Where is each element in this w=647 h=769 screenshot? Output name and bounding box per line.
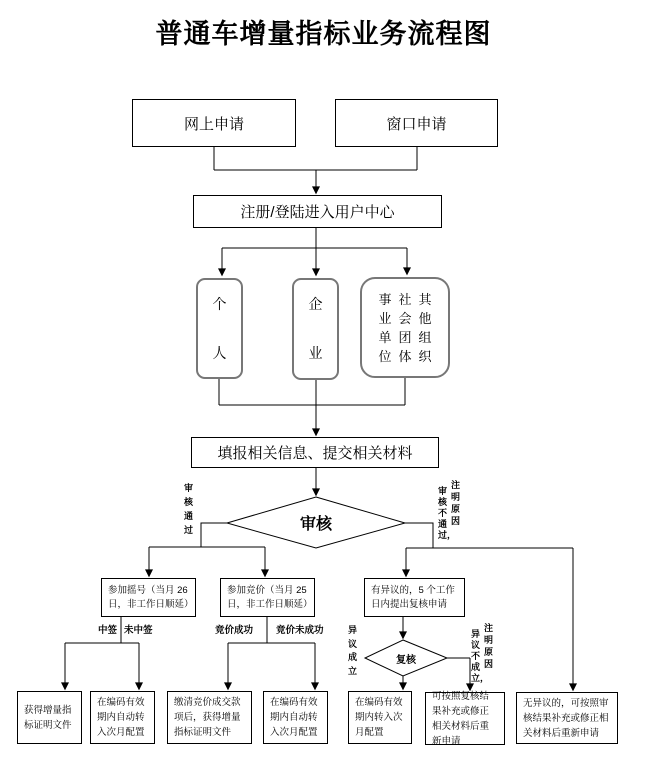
decision-recheck: 复核 (396, 654, 416, 666)
node-cert-bidding: 缴清竞价成交款项后，获得增量指标证明文件 (167, 691, 252, 744)
node-personal-label: 个人 (212, 295, 227, 361)
node-bidding: 参加竞价（当月 25 日，非工作日顺延） (220, 578, 315, 617)
edge-label-bid-success: 竞价成功 (215, 625, 254, 636)
organization-columns (379, 290, 432, 366)
node-online-apply: 网上申请 (132, 99, 296, 147)
org-column-social-group: 社会团体 (398, 291, 412, 364)
node-reapply-recheck: 可按照复核结果补充或修正相关材料后重新申请 (425, 692, 505, 745)
node-register-login: 注册/登陆进入用户中心 (193, 195, 442, 228)
node-personal (196, 278, 243, 379)
edge-label-lottery-lose: 未中签 (124, 625, 153, 636)
node-rollover-recheck: 在编码有效期内转入次月配置 (348, 691, 412, 744)
edge-label-lottery-win: 中签 (98, 625, 118, 636)
edge-label-objection-valid: 异议成立 (348, 625, 358, 676)
org-column-institution: 事业单位 (378, 291, 392, 364)
node-rollover-lottery: 在编码有效期内自动转入次月配置 (90, 691, 155, 744)
node-window-apply: 窗口申请 (335, 99, 498, 147)
node-objection-apply: 有异议的，5 个工作日内提出复核申请 (364, 578, 465, 617)
node-reapply-no-objection: 无异议的，可按照审核结果补充或修正相关材料后重新申请 (516, 692, 618, 744)
edge-label-review-fail: 审核不通过， 注明原因 (438, 480, 461, 540)
edge-label-bid-fail: 竞价未成功 (276, 625, 324, 636)
node-fill-submit: 填报相关信息、提交相关材料 (191, 437, 439, 468)
decision-review: 审核 (299, 516, 332, 533)
node-cert-lottery: 获得增量指标证明文件 (17, 691, 82, 744)
org-column-other: 其他组织 (418, 291, 432, 364)
node-enterprise (292, 278, 339, 380)
node-rollover-bidding: 在编码有效期内自动转入次月配置 (263, 691, 328, 744)
edge-label-review-pass: 审核通过 (184, 483, 194, 535)
node-organization-types (360, 277, 450, 378)
node-lottery: 参加摇号（当月 26 日，非工作日顺延） (101, 578, 196, 617)
edge-label-objection-invalid: 异议不成立， 注明原因 (471, 623, 494, 683)
page-title: 普通车增量指标业务流程图 (155, 19, 492, 49)
node-enterprise-label: 企业 (308, 296, 323, 361)
